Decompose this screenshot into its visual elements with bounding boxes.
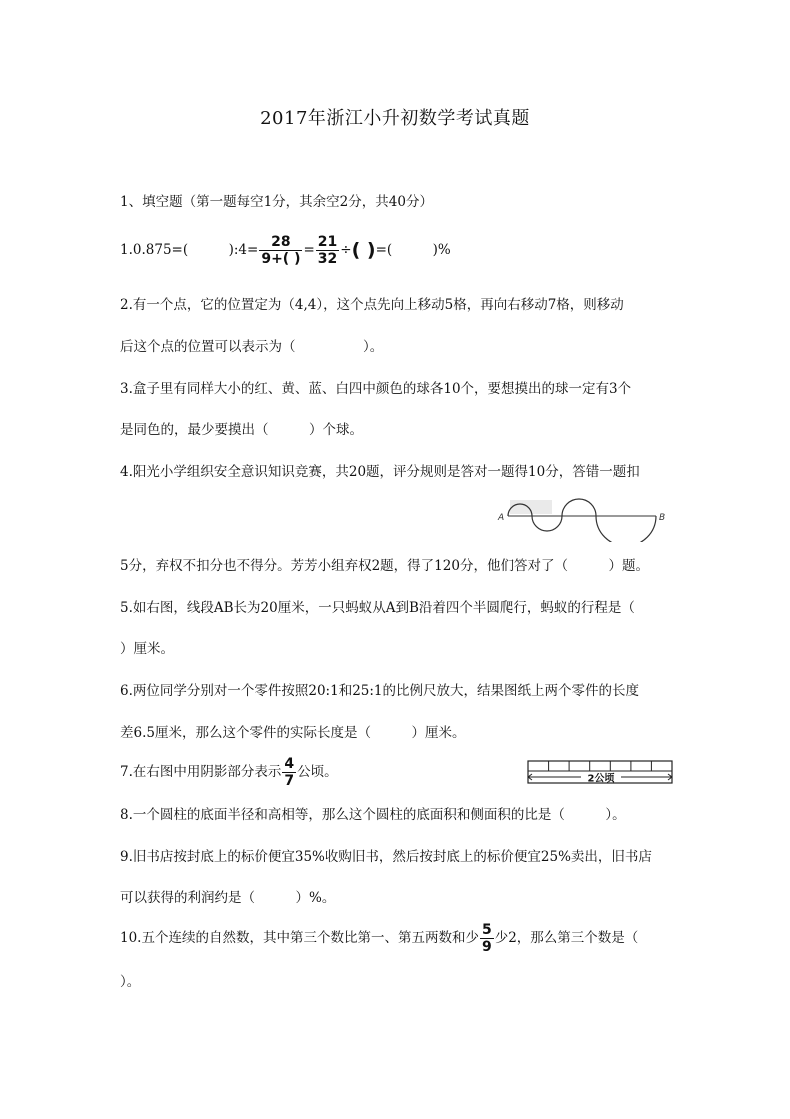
hectare-bar-figure bbox=[526, 759, 676, 789]
q10-numerator: 5 bbox=[481, 921, 492, 938]
q1-fraction-2 bbox=[316, 234, 339, 267]
bar-label: 2公顷 bbox=[587, 773, 615, 785]
q1-f2-denominator: 32 bbox=[317, 250, 338, 267]
question-3-line-1: 3.盒子里有同样大小的红、黄、蓝、白四中颜色的球各10个，要想摸出的球一定有3个 bbox=[120, 381, 632, 397]
q1-blank-paren: ( ) bbox=[351, 239, 376, 261]
bar-ticks bbox=[549, 761, 652, 771]
label-a: A bbox=[498, 513, 505, 523]
q7-numerator: 4 bbox=[284, 755, 295, 772]
question-10-line-2: ）。 bbox=[120, 974, 141, 990]
q7-fraction bbox=[282, 756, 296, 789]
question-4-line-1: 4.阳光小学组织安全意识知识竞赛，共20题，评分规则是答对一题得10分，答错一题扣 bbox=[120, 464, 640, 480]
question-4-line-2: 5分，弃权不扣分也不得分。芳芳小组弃权2题，得了120分，他们答对了（ ）题。 bbox=[120, 558, 649, 574]
q10-fraction bbox=[480, 922, 494, 955]
q1-tail: =( )% bbox=[375, 242, 451, 258]
question-5-line-2: ）厘米。 bbox=[120, 641, 174, 657]
q7-pre: 7.在右图中用阴影部分表示 bbox=[120, 764, 282, 780]
question-5-line-1: 5.如右图，线段AB长为20厘米，一只蚂蚁从A到B沿着四个半圆爬行，蚂蚁的行程是（ bbox=[120, 600, 635, 616]
q1-start: 1.0.875=( ):4= bbox=[120, 242, 259, 258]
q7-denominator: 7 bbox=[284, 772, 295, 789]
semicircle-path-figure bbox=[496, 492, 671, 542]
q1-f2-numerator: 21 bbox=[317, 233, 338, 250]
q7-post: 公顷。 bbox=[297, 764, 338, 780]
question-2-line-2: 后这个点的位置可以表示为（ ）。 bbox=[120, 339, 384, 355]
q1-divide: ÷ bbox=[340, 242, 352, 258]
q1-equals: = bbox=[303, 242, 315, 258]
question-6-line-2: 差6.5厘米，那么这个零件的实际长度是（ ）厘米。 bbox=[120, 725, 466, 741]
q10-denominator: 9 bbox=[481, 938, 492, 955]
question-1 bbox=[120, 230, 451, 270]
question-2-line-1: 2.有一个点，它的位置定为（4,4），这个点先向上移动5格，再向右移动7格，则移动 bbox=[120, 297, 624, 313]
q10-post: 少2，那么第三个数是（ bbox=[494, 930, 639, 946]
section-heading: 1、填空题（第一题每空1分，其余空2分，共40分） bbox=[120, 194, 433, 210]
question-9-line-2: 可以获得的利润约是（ ）%。 bbox=[120, 890, 336, 906]
question-6-line-1: 6.两位同学分别对一个零件按照20:1和25:1的比例尺放大，结果图纸上两个零件的长度 bbox=[120, 683, 640, 699]
semicircle-2 bbox=[532, 516, 562, 531]
page-title: 2017年浙江小升初数学考试真题 bbox=[260, 108, 530, 129]
question-7 bbox=[120, 752, 338, 792]
label-b: B bbox=[659, 513, 666, 523]
question-3-line-2: 是同色的，最少要摸出（ ）个球。 bbox=[120, 422, 363, 438]
semicircle-4 bbox=[596, 516, 656, 542]
question-8: 8.一个圆柱的底面半径和高相等，那么这个圆柱的底面积和侧面积的比是（ ）。 bbox=[120, 807, 626, 823]
q1-fraction-1 bbox=[259, 234, 302, 267]
question-10 bbox=[120, 918, 638, 958]
q10-pre: 10.五个连续的自然数，其中第三个数比第一、第五两数和少 bbox=[120, 930, 479, 946]
semicircle-3 bbox=[562, 499, 596, 516]
q1-f1-denominator: 9+( ) bbox=[261, 250, 301, 267]
q1-f1-numerator: 28 bbox=[271, 233, 291, 250]
question-9-line-1: 9.旧书店按封底上的标价便宜35%收购旧书，然后按封底上的标价便宜25%卖出，旧书店 bbox=[120, 849, 652, 865]
